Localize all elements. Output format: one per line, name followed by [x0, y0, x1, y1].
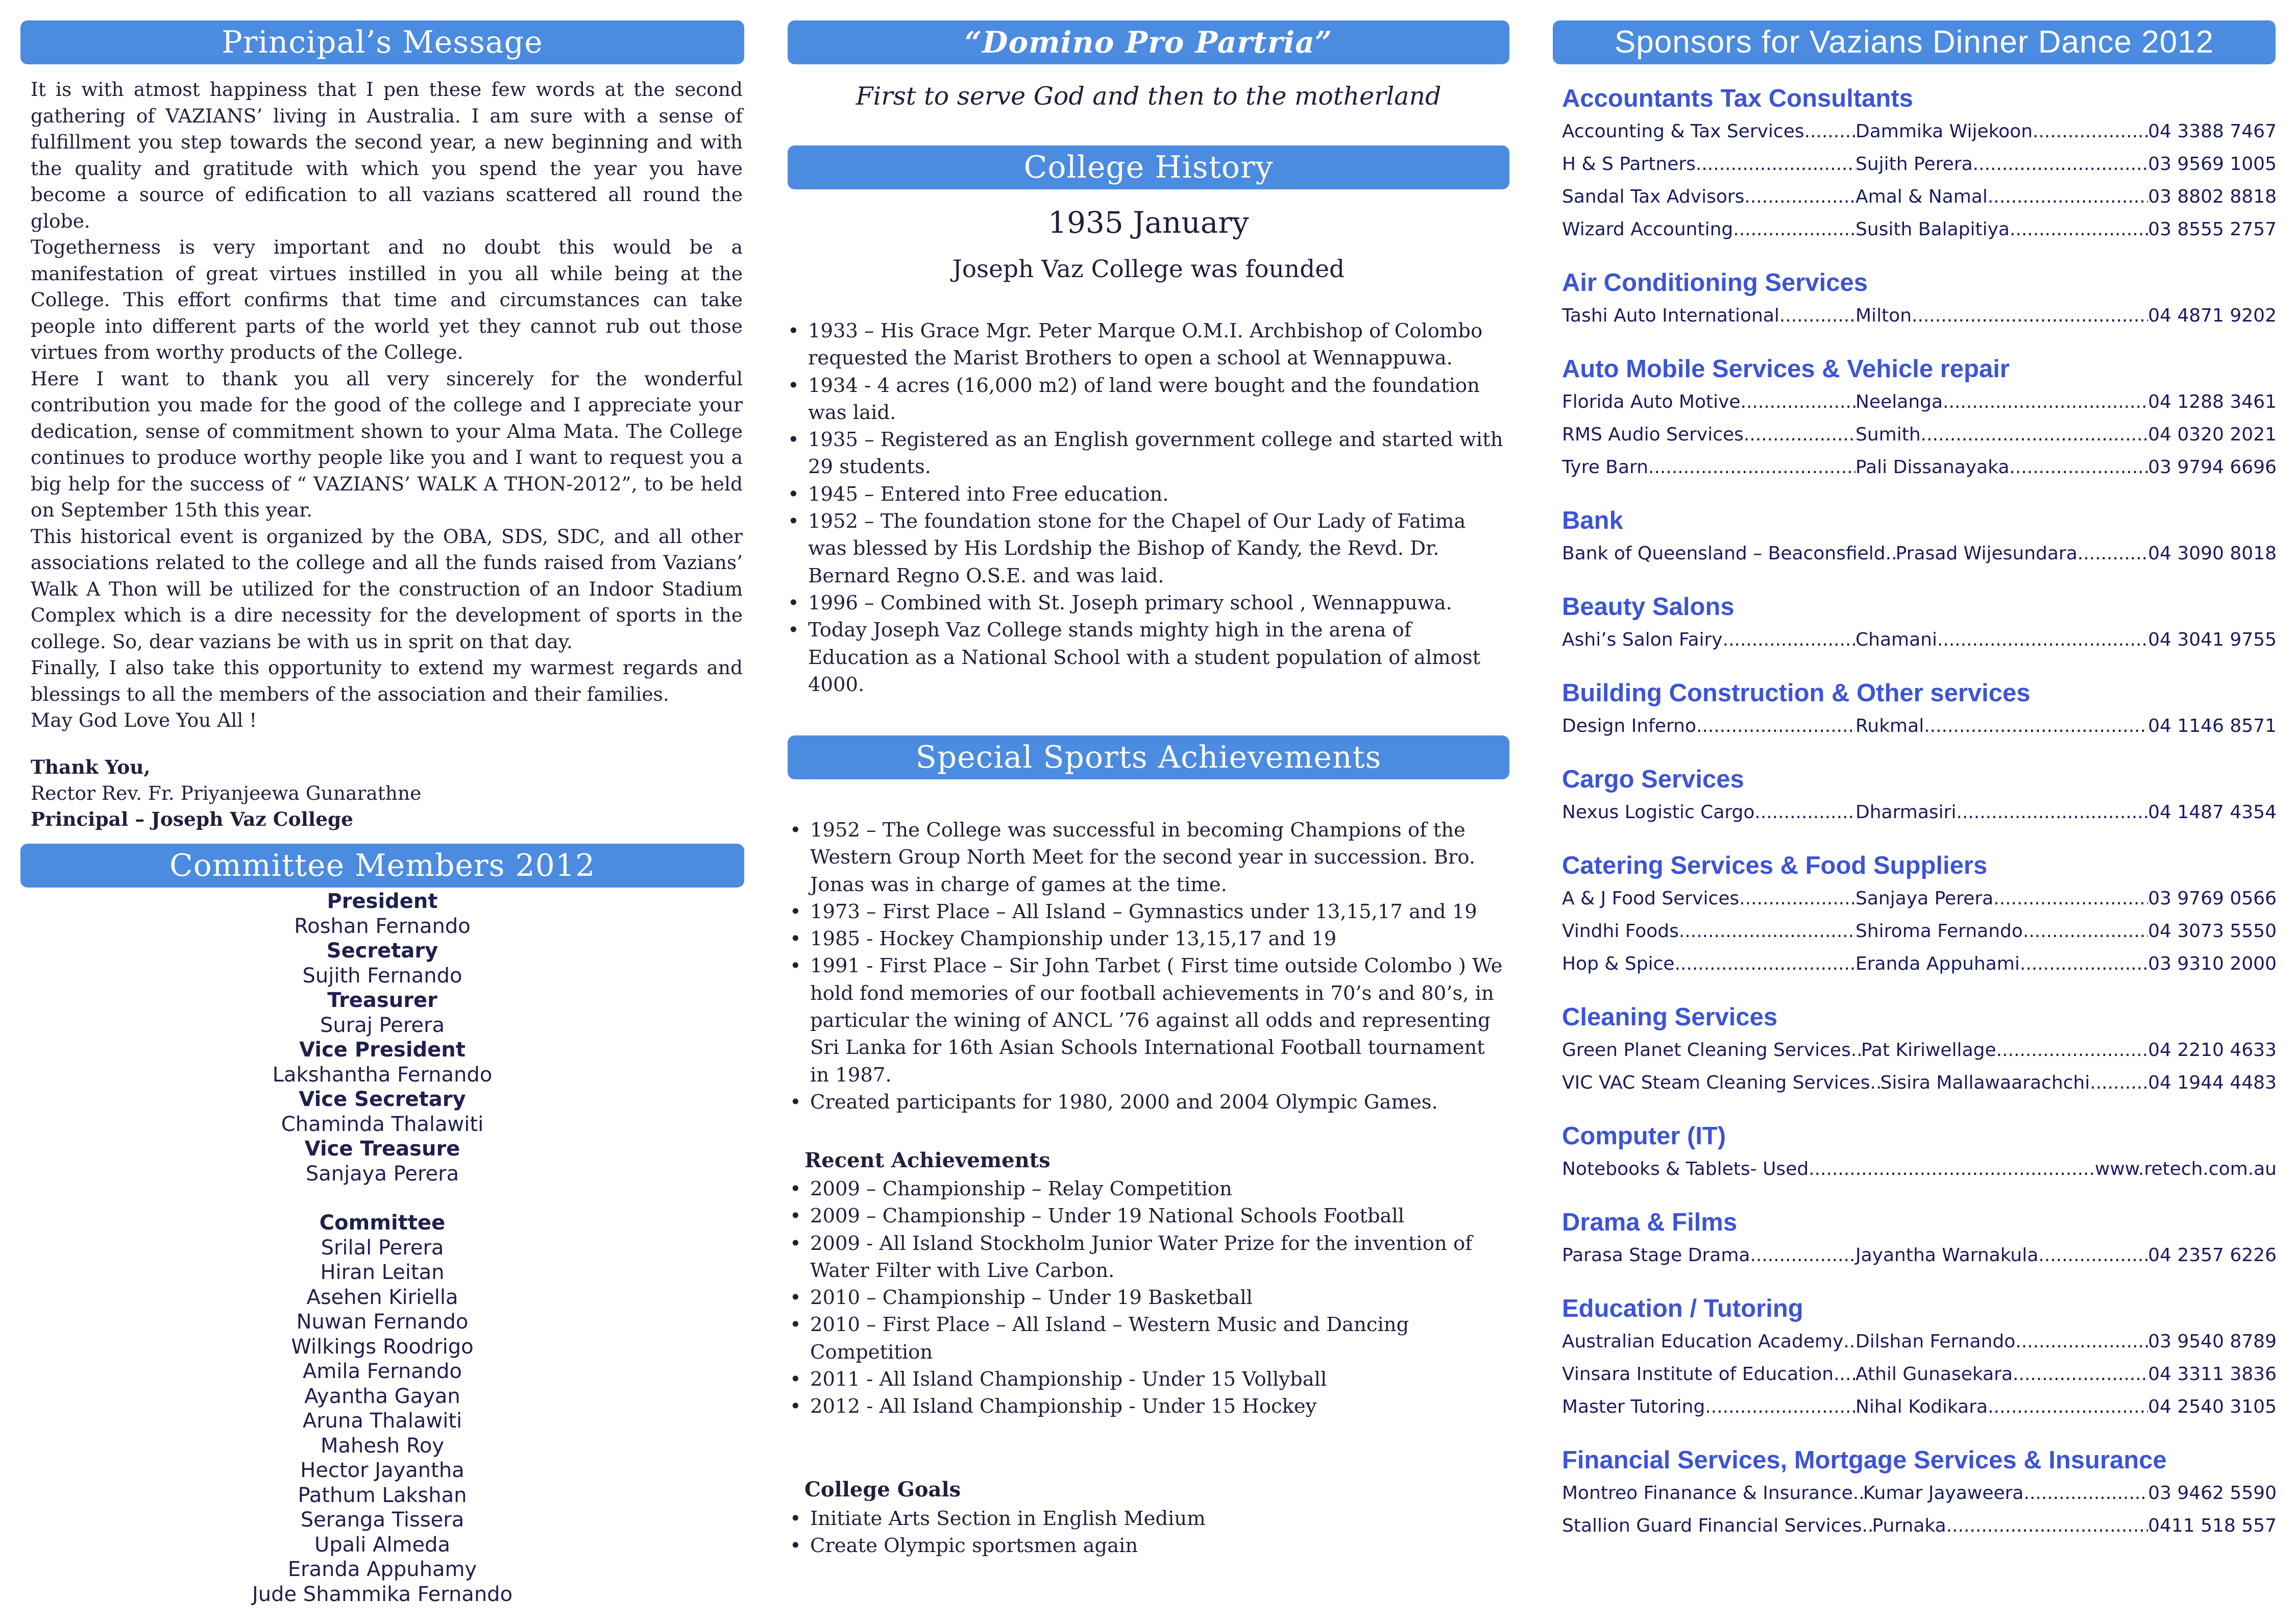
sponsor-row [1562, 888, 2277, 909]
leader-dots [1675, 953, 1855, 974]
sponsor-business: Bank of Queensland – Beaconsfield [1562, 543, 1886, 564]
principal-paragraph: This historical event is organized by the OBA, SDS, SDC, and all other associations related to the college and all the funds raised from Vazians’ Walk A Thon will be utilized for the construction of an Indoor Stadium Complex which is a dire necessity for the development of sports in the college. So, dear vazians be with us in sprit on that day. [31, 525, 743, 653]
leader-dots [2090, 1072, 2148, 1093]
sponsor-row [1562, 1483, 2277, 1504]
leader-dots [1705, 1396, 1855, 1417]
sponsors-banner: Sponsors for Vazians Dinner Dance 2012 [1553, 20, 2276, 64]
committee-member: Srilal Perera [321, 1236, 444, 1260]
leader-dots [1741, 391, 1855, 412]
sponsor-business: Vindhi Foods [1562, 921, 1679, 942]
committee-name: Suraj Perera [320, 1013, 445, 1037]
leader-dots [1809, 1159, 2095, 1179]
sponsor-category: Beauty Salons [1562, 593, 1735, 621]
sponsor-contact: Nihal Kodikara [1855, 1396, 1988, 1417]
sponsor-phone: 04 2210 4633 [2148, 1040, 2277, 1061]
sponsor-category: Building Construction & Other services [1562, 679, 2031, 707]
leader-dots [1996, 1040, 2148, 1061]
sponsor-contact: Eranda Appuhami [1855, 953, 2020, 974]
history-list [788, 317, 1509, 698]
sponsor-phone: 04 3073 5550 [2148, 921, 2277, 942]
committee-spacer [20, 1186, 744, 1211]
committee-role: Vice Treasure [304, 1137, 460, 1161]
committee-name: Lakshantha Fernando [272, 1063, 493, 1087]
sponsor-row [1562, 543, 2277, 564]
committee-role: Treasurer [327, 989, 437, 1012]
principal-paragraph: It is with atmost happiness that I pen these few words at the second gathering of VAZIANS’ living in Australia. I am sure with a sense of fulfillment you step towards the second year, a new beginning and with the quality and gratitude with which you spend the year you have become a source of edification to all vazians scattered all round the globe. [31, 78, 743, 232]
committee-role: Secretary [326, 939, 438, 963]
college-goals-heading: College Goals [804, 1478, 961, 1502]
committee-member: Hiran Leitan [320, 1261, 445, 1284]
leader-dots [2078, 543, 2148, 564]
sponsor-row [1562, 424, 2277, 445]
sponsor-business: Nexus Logistic Cargo [1562, 802, 1755, 823]
sponsor-row [1562, 154, 2277, 175]
sponsor-contact: Sanjaya Perera [1855, 888, 1994, 909]
leader-dots [1744, 424, 1855, 445]
committee-member: Wilkings Roodrigo [291, 1335, 474, 1359]
leader-dots [2020, 953, 2148, 974]
leader-dots [1739, 888, 1855, 909]
list-item: • 1935 – Registered as an English government college and started with 29 students. [788, 426, 1509, 481]
sponsor-business: Stallion Guard Financial Services [1562, 1515, 1862, 1536]
sponsor-row [1562, 305, 2277, 326]
sponsor-phone: 03 9794 6696 [2148, 457, 2277, 478]
sponsor-contact: Chamani [1855, 629, 1937, 650]
sponsor-business: VIC VAC Steam Cleaning Services [1562, 1072, 1870, 1093]
committee-name: Sanjaya Perera [305, 1162, 459, 1186]
sponsor-phone: 04 3090 8018 [2148, 543, 2277, 564]
leader-dots [1750, 1245, 1855, 1266]
college-goals-list [788, 1505, 1509, 1560]
committee-list [20, 889, 744, 1607]
leader-dots [1723, 629, 1855, 650]
list-item: • 1985 - Hockey Championship under 13,15,17 and 19 [790, 925, 1509, 952]
sponsor-category: Bank [1562, 507, 1623, 534]
sponsor-contact: Milton [1855, 305, 1912, 326]
committee-name: Chaminda Thalawiti [281, 1112, 484, 1136]
list-item: • 2010 – Championship – Under 19 Basketball [790, 1284, 1509, 1311]
sponsor-category: Education / Tutoring [1562, 1295, 1803, 1322]
committee-banner: Committee Members 2012 [20, 844, 744, 888]
leader-dots [2023, 921, 2148, 942]
list-item: • 2009 – Championship – Relay Competition [790, 1175, 1509, 1202]
sponsor-phone: 04 3388 7467 [2148, 121, 2277, 142]
sponsor-row [1562, 1515, 2277, 1536]
leader-dots [1912, 305, 2148, 326]
sponsor-phone: 04 3041 9755 [2148, 629, 2277, 650]
sponsor-phone: 03 9569 1005 [2148, 154, 2277, 175]
sports-banner: Special Sports Achievements [788, 735, 1509, 779]
sponsor-row [1562, 1159, 2277, 1179]
sponsor-contact: Sisira Mallawaarachchi [1880, 1072, 2090, 1093]
list-item: • 1973 – First Place – All Island – Gymnastics under 13,15,17 and 19 [790, 898, 1509, 925]
committee-name: Roshan Fernando [294, 914, 471, 938]
committee-member: Hector Jayantha [300, 1459, 465, 1482]
committee-member: Seranga Tissera [300, 1508, 465, 1532]
sponsor-contact: Pali Dissanayaka [1855, 457, 2010, 478]
principal-paragraph: Here I want to thank you all very sincerely for the wonderful contribution you made for the good of the college and I appreciate your dedication, sense of commitment shown to your Alma Mata. The College continues to produce worthy people like you and I want to request you a big help for the success of “ VAZIANS’ WALK A THON-2012”, to be held on September 15th this year. [31, 367, 743, 521]
sponsor-business: Montreo Finanance & Insurance [1562, 1483, 1853, 1504]
sponsor-row [1562, 802, 2277, 823]
leader-dots [1886, 543, 1896, 564]
leader-dots [2038, 1245, 2148, 1266]
leader-dots [2024, 1483, 2148, 1504]
sponsor-row [1562, 1040, 2277, 1061]
principal-paragraph: Togetherness is very important and no doubt this would be a manifestation of great virtues instilled in you all while being at the College. This effort confirms that time and circumstances can take people into different parts of the world yet they cannot rub out those virtues from worthy products of the College. [31, 236, 743, 363]
sponsor-contact: Purnaka [1872, 1515, 1946, 1536]
leader-dots [1744, 186, 1855, 207]
sponsor-business: Ashi’s Salon Fairy [1562, 629, 1723, 650]
sponsor-category: Auto Mobile Services & Vehicle repair [1562, 355, 2010, 383]
list-item: • 1945 – Entered into Free education. [788, 481, 1509, 508]
sponsor-phone: 04 4871 9202 [2148, 305, 2277, 326]
committee-member: Pathum Lakshan [298, 1483, 467, 1507]
leader-dots [1804, 121, 1855, 142]
committee-role: Vice Secretary [299, 1088, 466, 1111]
sponsor-business: Australian Education Academy [1562, 1331, 1844, 1352]
sponsor-phone: 03 8802 8818 [2148, 186, 2277, 207]
sponsor-business: Tashi Auto International [1562, 305, 1779, 326]
sponsor-category: Cargo Services [1562, 766, 1744, 793]
leader-dots [1843, 1331, 1855, 1352]
sponsor-row [1562, 1364, 2277, 1385]
committee-member: Aruna Thalawiti [302, 1409, 462, 1433]
history-banner: College History [788, 145, 1509, 189]
sponsor-business: Design Inferno [1562, 716, 1697, 736]
sponsor-row [1562, 457, 2277, 478]
leader-dots [2010, 219, 2148, 240]
recent-achievements-heading: Recent Achievements [804, 1148, 1051, 1172]
sponsor-category: Accountants Tax Consultants [1562, 85, 1913, 112]
leader-dots [1943, 391, 2148, 412]
leader-dots [2015, 1331, 2148, 1352]
sponsor-phone: 04 2540 3105 [2148, 1396, 2277, 1417]
sponsor-contact: Dilshan Fernando [1855, 1331, 2016, 1352]
sponsor-phone: 03 9540 8789 [2148, 1331, 2277, 1352]
thanks-line: Thank You, [31, 756, 151, 778]
committee-member: Upali Almeda [314, 1533, 451, 1557]
sponsor-row [1562, 186, 2277, 207]
leader-dots [1937, 629, 2148, 650]
sponsor-business: Parasa Stage Drama [1562, 1245, 1750, 1266]
sponsor-contact: Shiroma Fernando [1855, 921, 2023, 942]
leader-dots [1733, 219, 1855, 240]
sponsor-business: Hop & Spice [1562, 953, 1675, 974]
sponsor-business: Vinsara Institute of Education [1562, 1364, 1834, 1385]
list-item: • Initiate Arts Section in English Medium [790, 1505, 1509, 1532]
recent-achievements-list [788, 1175, 1509, 1420]
list-item: • Today Joseph Vaz College stands mighty high in the arena of Education as a National School with a student population of almost 4000. [788, 617, 1509, 698]
principal-message [31, 77, 743, 734]
principal-paragraph: May God Love You All ! [31, 709, 257, 731]
list-item: • Created participants for 1980, 2000 and 2004 Olympic Games. [790, 1089, 1509, 1116]
leader-dots [1851, 1040, 1861, 1061]
sponsor-phone: 04 0320 2021 [2148, 424, 2277, 445]
leader-dots [1834, 1364, 1855, 1385]
sports-list [788, 817, 1509, 1116]
principal-signature [31, 754, 421, 832]
sponsor-business: Tyre Barn [1562, 457, 1649, 478]
sponsor-row [1562, 716, 2277, 736]
sponsor-phone: 04 1146 8571 [2148, 716, 2277, 736]
leader-dots [1754, 802, 1855, 823]
sponsor-business: Sandal Tax Advisors [1562, 186, 1745, 207]
list-item: • 2011 - All Island Championship - Under 15 Vollyball [790, 1366, 1509, 1393]
motto-banner: “Domino Pro Partria” [788, 20, 1509, 64]
leader-dots [1696, 154, 1855, 175]
history-founded: Joseph Vaz College was founded [952, 255, 1345, 283]
leader-dots [1993, 888, 2148, 909]
sponsor-business: RMS Audio Services [1562, 424, 1744, 445]
sponsor-business: A & J Food Services [1562, 888, 1740, 909]
sponsor-contact: Jayantha Warnakula [1855, 1245, 2039, 1266]
list-item: • Create Olympic sportsmen again [790, 1532, 1509, 1559]
sponsor-business: Master Tutoring [1562, 1396, 1705, 1417]
sponsor-contact: Sujith Perera [1855, 154, 1973, 175]
leader-dots [1988, 1396, 2148, 1417]
leader-dots [1679, 921, 1855, 942]
list-item: • 2009 - All Island Stockholm Junior Water Prize for the invention of Water Filter with Live Carbon. [790, 1230, 1509, 1285]
sponsor-contact: Sumith [1855, 424, 1921, 445]
list-item: • 1933 – His Grace Mgr. Peter Marque O.M.I. Archbishop of Colombo requested the Marist Brothers to open a school at Wennappuwa. [788, 317, 1509, 372]
list-item: • 2009 – Championship – Under 19 National Schools Football [790, 1202, 1509, 1229]
list-item: • 2012 - All Island Championship - Under 15 Hockey [790, 1393, 1509, 1420]
leader-dots [1921, 424, 2148, 445]
sponsor-contact: Athil Gunasekara [1855, 1364, 2013, 1385]
leader-dots [1946, 1515, 2148, 1536]
leader-dots [1973, 154, 2148, 175]
sponsor-phone: 04 1944 4483 [2148, 1072, 2277, 1093]
sponsor-business: Notebooks & Tablets- Used [1562, 1159, 1809, 1179]
committee-member: Amila Fernando [302, 1360, 462, 1383]
sponsor-phone: 04 1487 4354 [2148, 802, 2277, 823]
list-item: • 1996 – Combined with St. Joseph primary school , Wennappuwa. [788, 589, 1509, 617]
list-item: • 1991 - First Place – Sir John Tarbet ( First time outside Colombo ) We hold fond memories of our football achievements in 70’s and 80’s, in particular the wining of ANCL ’76 against all odds and representing Sri Lanka for 16th Asian Schools International Football tournament in 1987. [790, 952, 1509, 1088]
sponsor-category: Cleaning Services [1562, 1003, 1778, 1031]
sponsor-contact: Pat Kiriwellage [1861, 1040, 1996, 1061]
sponsor-phone: 04 1288 3461 [2148, 391, 2277, 412]
sponsor-contact: Susith Balapitiya [1855, 219, 2010, 240]
leader-dots [2013, 1364, 2148, 1385]
sponsor-phone: 04 2357 6226 [2148, 1245, 2277, 1266]
sponsor-phone: 03 9462 5590 [2148, 1483, 2277, 1504]
sponsor-contact: Amal & Namal [1855, 186, 1988, 207]
sponsor-phone: 0411 518 557 [2148, 1515, 2277, 1536]
list-item: • 1934 - 4 acres (16,000 m2) of land were bought and the foundation was laid. [788, 372, 1509, 427]
committee-name: Sujith Fernando [302, 964, 462, 988]
sponsor-category: Catering Services & Food Suppliers [1562, 852, 1988, 879]
sponsor-phone: www.retech.com.au [2094, 1159, 2277, 1179]
sponsor-phone: 03 9769 0566 [2148, 888, 2277, 909]
list-item: • 1952 – The College was successful in becoming Champions of the Western Group North Meet for the second year in succession. Bro. Jonas was in charge of games at the time. [790, 817, 1509, 898]
motto-subtitle: First to serve God and then to the motherland [856, 82, 1442, 111]
principal-paragraph: Finally, I also take this opportunity to extend my warmest regards and blessings to all the members of the association and their families. [31, 656, 743, 705]
sponsor-contact: Prasad Wijesundara [1895, 543, 2078, 564]
committee-role: President [327, 890, 438, 913]
leader-dots [1956, 802, 2148, 823]
sponsor-row [1562, 1245, 2277, 1266]
leader-dots [1853, 1483, 1863, 1504]
leader-dots [1862, 1515, 1872, 1536]
sponsor-row [1562, 1396, 2277, 1417]
sponsor-business: Florida Auto Motive [1562, 391, 1741, 412]
principal-banner: Principal’s Message [20, 20, 744, 64]
leader-dots [1696, 716, 1855, 736]
sponsor-category: Financial Services, Mortgage Services & Insurance [1562, 1446, 2167, 1474]
sponsor-phone: 03 8555 2757 [2148, 219, 2277, 240]
leader-dots [2009, 457, 2148, 478]
committee-label: Committee [319, 1211, 446, 1235]
history-year: 1935 January [1048, 205, 1249, 240]
sponsor-row [1562, 1331, 2277, 1352]
sponsor-row [1562, 121, 2277, 142]
sponsor-contact: Rukmal [1855, 716, 1924, 736]
sponsor-phone: 04 3311 3836 [2148, 1364, 2277, 1385]
committee-member: Jude Shammika Fernando [252, 1582, 513, 1606]
sponsor-contact: Dharmasiri [1855, 802, 1957, 823]
sponsor-business: H & S Partners [1562, 154, 1696, 175]
sponsor-phone: 03 9310 2000 [2148, 953, 2277, 974]
committee-member: Eranda Appuhamy [287, 1558, 477, 1581]
sponsor-row [1562, 629, 2277, 650]
sponsor-contact: Kumar Jayaweera [1863, 1483, 2024, 1504]
sponsor-category: Air Conditioning Services [1562, 269, 1868, 297]
sponsor-row [1562, 391, 2277, 412]
leader-dots [1988, 186, 2148, 207]
sponsor-contact: Dammika Wijekoon [1855, 121, 2033, 142]
list-item: • 2010 – First Place – All Island – Western Music and Dancing Competition [790, 1311, 1509, 1366]
sponsor-contact: Neelanga [1855, 391, 1943, 412]
leader-dots [1779, 305, 1855, 326]
committee-member: Mahesh Roy [320, 1434, 445, 1458]
committee-member: Nuwan Fernando [296, 1310, 469, 1334]
leader-dots [1648, 457, 1855, 478]
sponsor-business: Green Planet Cleaning Services [1562, 1040, 1851, 1061]
sponsor-business: Wizard Accounting [1562, 219, 1733, 240]
sponsor-row [1562, 1072, 2277, 1093]
list-item: • 1952 – The foundation stone for the Chapel of Our Lady of Fatima was blessed by His Lordship the Bishop of Kandy, the Revd. Dr. Bernard Regno O.S.E. and was laid. [788, 508, 1509, 589]
committee-role: Vice President [299, 1038, 466, 1062]
sponsor-business: Accounting & Tax Services [1562, 121, 1804, 142]
sponsor-category: Drama & Films [1562, 1209, 1738, 1236]
sponsor-row [1562, 219, 2277, 240]
sponsor-category: Computer (IT) [1562, 1122, 1726, 1150]
sponsor-row [1562, 953, 2277, 974]
signatory-title: Principal – Joseph Vaz College [31, 808, 354, 830]
leader-dots [1870, 1072, 1880, 1093]
signatory-name: Rector Rev. Fr. Priyanjeewa Gunarathne [31, 782, 422, 804]
leader-dots [2033, 121, 2148, 142]
committee-member: Asehen Kiriella [306, 1285, 458, 1309]
committee-member: Ayantha Gayan [304, 1384, 460, 1408]
sponsor-row [1562, 921, 2277, 942]
leader-dots [1924, 716, 2148, 736]
